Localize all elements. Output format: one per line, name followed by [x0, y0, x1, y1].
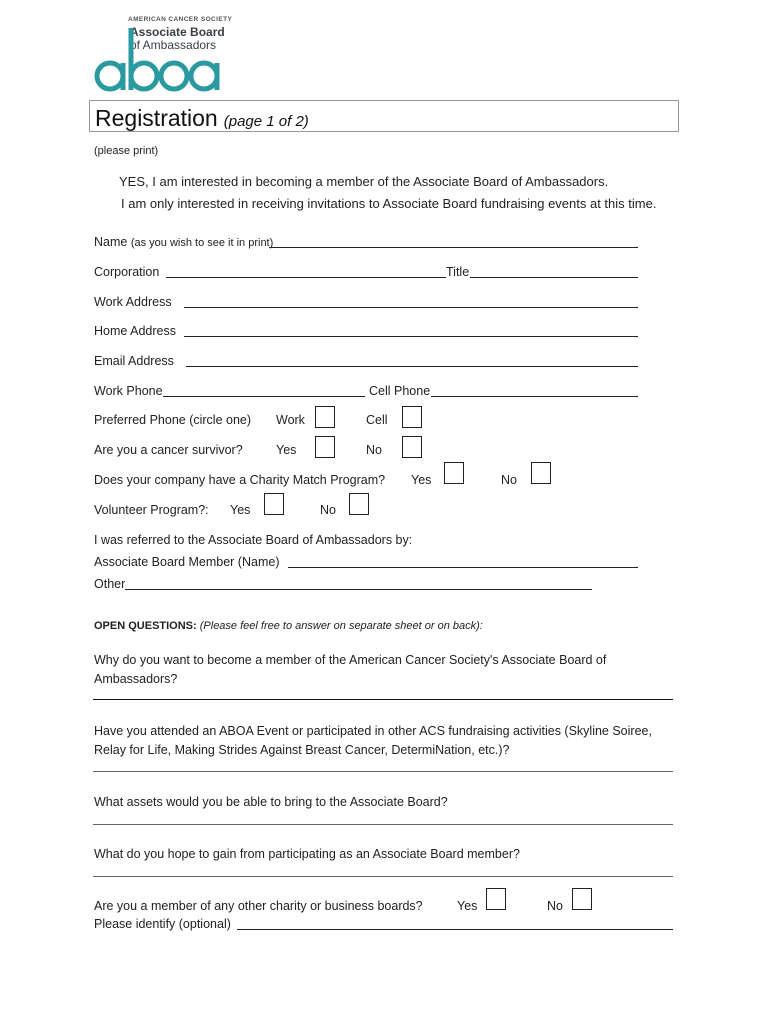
- open-questions-note: (Please feel free to answer on separate sheet or on back):: [199, 620, 483, 632]
- question-4: What do you hope to gain from participating as an Associate Board member?: [94, 847, 520, 861]
- referral-other-field[interactable]: [125, 589, 592, 590]
- cell-phone-field[interactable]: [431, 396, 638, 397]
- question-5-yes-checkbox[interactable]: [486, 888, 506, 910]
- survivor-yes-checkbox[interactable]: [315, 436, 335, 458]
- preferred-phone-work-checkbox[interactable]: [315, 406, 335, 428]
- title-box: [89, 100, 679, 132]
- question-3: What assets would you be able to bring to the Associate Board?: [94, 795, 448, 809]
- survivor-no-checkbox[interactable]: [402, 436, 422, 458]
- volunteer-no-checkbox[interactable]: [349, 493, 369, 515]
- email-field[interactable]: [186, 366, 638, 367]
- please-print-note: (please print): [94, 145, 159, 157]
- aboa-logo: [94, 16, 233, 94]
- survivor-no-label: No: [366, 443, 382, 457]
- title-main-text: Registration: [95, 105, 218, 131]
- survivor-yes-label: Yes: [276, 443, 297, 457]
- question-5-no-checkbox[interactable]: [572, 888, 592, 910]
- question-2-answer-line[interactable]: [93, 771, 673, 772]
- volunteer-yes-checkbox[interactable]: [264, 493, 284, 515]
- open-questions-title: OPEN QUESTIONS:: [94, 620, 197, 632]
- name-field[interactable]: [269, 247, 638, 248]
- name-note: (as you wish to see it in print): [130, 237, 274, 249]
- preferred-phone-cell-checkbox[interactable]: [402, 406, 422, 428]
- work-phone-label: Work Phone: [94, 384, 163, 398]
- charity-match-yes-label: Yes: [411, 473, 432, 487]
- preferred-phone-work-label: Work: [276, 413, 305, 427]
- charity-match-no-checkbox[interactable]: [531, 462, 551, 484]
- charity-match-yes-checkbox[interactable]: [444, 462, 464, 484]
- referral-member-label: Associate Board Member (Name): [94, 555, 280, 569]
- referral-member-field[interactable]: [288, 567, 638, 568]
- referral-other-label: Other: [94, 577, 126, 591]
- question-1-answer-line[interactable]: [93, 699, 673, 700]
- home-address-label: Home Address: [94, 324, 176, 338]
- question-1-line-2: Ambassadors?: [94, 672, 178, 686]
- open-questions-heading: [94, 620, 483, 632]
- email-label: Email Address: [94, 354, 174, 368]
- volunteer-no-label: No: [320, 503, 336, 517]
- charity-match-label: Does your company have a Charity Match Program?: [94, 473, 386, 487]
- home-address-field[interactable]: [184, 336, 638, 337]
- name-label: [94, 235, 273, 249]
- question-2-line-1: Have you attended an ABOA Event or participated in other ACS fundraising activities (Skyline Soiree,: [94, 724, 652, 738]
- volunteer-label: Volunteer Program?:: [94, 503, 209, 517]
- title-field[interactable]: [470, 277, 638, 278]
- question-1-line-1: Why do you want to become a member of the American Cancer Society's Associate Board of: [94, 653, 607, 667]
- aboa-logo-mark: [94, 16, 226, 94]
- title-sub-text: (page 1 of 2): [223, 113, 309, 130]
- referral-heading: I was referred to the Associate Board of Ambassadors by:: [94, 533, 413, 547]
- work-address-field[interactable]: [184, 307, 638, 308]
- corporation-label: Corporation: [94, 265, 160, 279]
- question-5-no-label: No: [547, 899, 563, 913]
- question-3-answer-line[interactable]: [93, 824, 673, 825]
- preferred-phone-label: Preferred Phone (circle one): [94, 413, 252, 427]
- survivor-label: Are you a cancer survivor?: [94, 443, 243, 457]
- logo-org-text: AMERICAN CANCER SOCIETY: [128, 16, 233, 23]
- question-2-line-2: Relay for Life, Making Strides Against Breast Cancer, DetermiNation, etc.)?: [94, 743, 510, 757]
- question-4-answer-line[interactable]: [93, 876, 673, 877]
- logo-name-line1: Associate Board: [130, 25, 225, 39]
- title-label: Title: [446, 265, 470, 279]
- identify-field[interactable]: [237, 929, 673, 930]
- work-address-label: Work Address: [94, 295, 172, 309]
- question-5: Are you a member of any other charity or business boards?: [94, 899, 423, 913]
- preferred-phone-cell-label: Cell: [366, 413, 388, 427]
- corporation-field[interactable]: [166, 277, 446, 278]
- cell-phone-label: Cell Phone: [369, 384, 431, 398]
- volunteer-yes-label: Yes: [230, 503, 251, 517]
- yes-statement: YES, I am interested in becoming a member of the Associate Board of Ambassadors.: [119, 174, 609, 189]
- page-title: [95, 105, 309, 132]
- work-phone-field[interactable]: [163, 396, 365, 397]
- identify-label: Please identify (optional): [94, 917, 231, 931]
- question-5-yes-label: Yes: [457, 899, 478, 913]
- name-label-text: Name: [94, 235, 128, 249]
- only-invitations-statement: I am only interested in receiving invitations to Associate Board fundraising events at this time.: [121, 196, 657, 211]
- charity-match-no-label: No: [501, 473, 517, 487]
- logo-name-line2: of Ambassadors: [130, 38, 217, 52]
